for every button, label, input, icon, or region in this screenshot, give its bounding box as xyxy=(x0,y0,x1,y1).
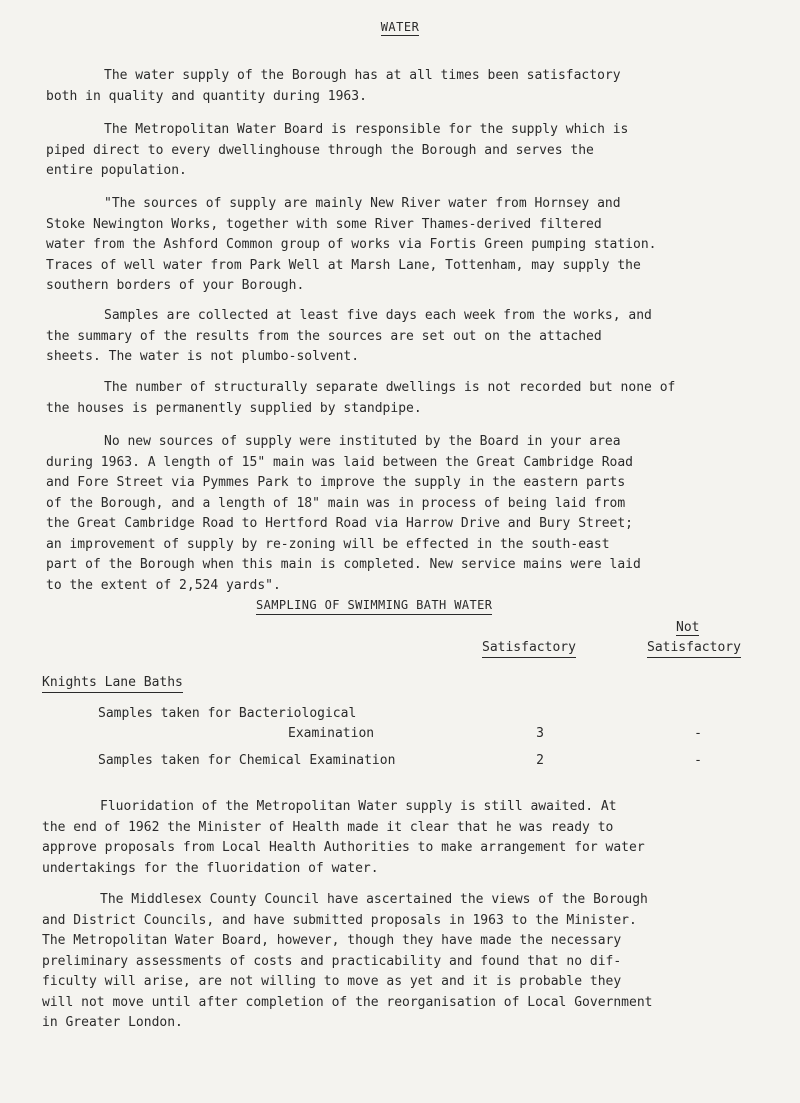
row-label-bacteriological: Samples taken for Bacteriological xyxy=(98,706,357,721)
row-label-chemical: Samples taken for Chemical Examination xyxy=(98,753,396,768)
column-header-satisfactory: Satisfactory xyxy=(482,640,576,658)
column-header-not: Not xyxy=(676,620,700,635)
paragraph-fluoridation: Fluoridation of the Metropolitan Water supply is still awaited. At the end of 1962 the Minister of Health made it clear that he was ready to approve proposals from Local Health Authorities to make arrangement for water undertakings for the fluoridation of water. xyxy=(42,799,645,876)
column-header-not-satisfactory: Satisfactory xyxy=(647,640,741,658)
swimming-section-title: SAMPLING OF SWIMMING BATH WATER xyxy=(256,598,492,615)
paragraph-water-board: The Metropolitan Water Board is responsible for the supply which is piped direct to every dwellinghouse through the Borough and serves the entire population. xyxy=(46,122,629,178)
paragraph-sources: "The sources of supply are mainly New River water from Hornsey and Stoke Newington Works, together with some River Thames-derived filtered water from the Ashford Common group of works via Fortis Green pumping station. Traces of well water from Park Well at Marsh Lane, Tottenham, may supply the southern borders of your Borough. xyxy=(46,196,657,293)
cell-satisfactory: 3 xyxy=(536,726,544,741)
cell-not-satisfactory: - xyxy=(694,726,702,741)
baths-name: Knights Lane Baths xyxy=(42,675,183,693)
paragraph-dwellings: The number of structurally separate dwellings is not recorded but none of the houses is permanently supplied by standpipe. xyxy=(46,380,676,416)
row-label-examination: Examination xyxy=(288,726,375,741)
paragraph-middlesex: The Middlesex County Council have ascertained the views of the Borough and District Councils, and have submitted proposals in 1963 to the Minister. The Metropolitan Water Board, however, though they have made the necessary preliminary assessments of costs and practicability and found that no dif- ficulty will arise, are not willing to move as yet and it is probable they will not move until after completion of the reorganisation of Local Government in Greater London. xyxy=(42,892,653,1030)
paragraph-samples: Samples are collected at least five days each week from the works, and the summary of the results from the sources are set out on the attached sheets. The water is not plumbo-solvent. xyxy=(46,308,652,364)
paragraph-supply-quality: The water supply of the Borough has at all times been satisfactory both in quality and quantity during 1963. xyxy=(46,68,621,104)
page-title: WATER xyxy=(380,20,420,34)
paragraph-new-sources: No new sources of supply were instituted by the Board in your area during 1963. A length of 15" main was laid between the Great Cambridge Road and Fore Street via Pymmes Park to improve the supply in the eastern parts of the Borough, and a length of 18" main was in process of being laid from the Great Cambridge Road to Hertford Road via Harrow Drive and Bury Street; an improvement of supply by re-zoning will be effected in the south-east part of the Borough when this main is completed. New service mains were laid to the extent of 2,524 yards". xyxy=(46,434,641,593)
cell-not-satisfactory: - xyxy=(694,753,702,768)
cell-satisfactory: 2 xyxy=(536,753,544,768)
